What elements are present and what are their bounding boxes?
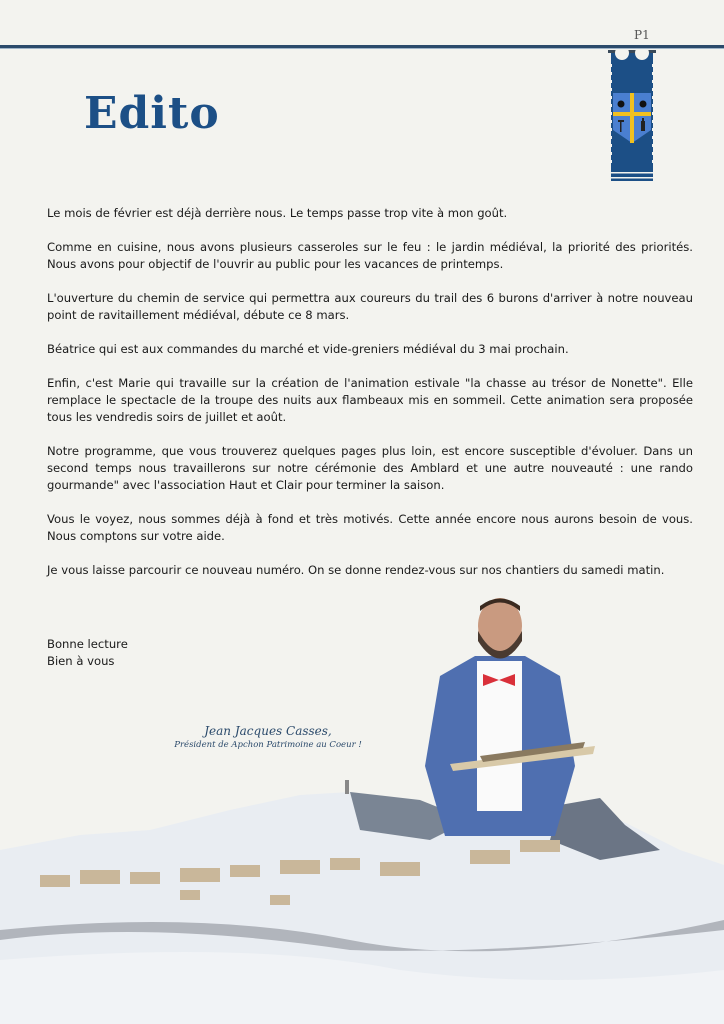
page-number: P1 — [634, 28, 650, 42]
signature-role: Président de Apchon Patrimoine au Coeur ! — [174, 740, 362, 750]
closing — [47, 636, 128, 670]
editorial-body — [47, 205, 693, 596]
closing-line: Bonne lecture — [47, 637, 128, 651]
snowy-village-landscape-image — [0, 780, 724, 1024]
paragraph: Je vous laisse parcourir ce nouveau numéro. On se donne rendez-vous sur nos chantiers du samedi matin. — [47, 563, 665, 577]
paragraph: Le mois de février est déjà derrière nous. Le temps passe trop vite à mon goût. — [47, 206, 508, 220]
paragraph: L'ouverture du chemin de service qui permettra aux coureurs du trail des 6 burons d'arriver à notre nouveau point de ravitaillement médiéval, débute ce 8 mars. — [47, 291, 693, 322]
closing-line: Bien à vous — [47, 654, 115, 668]
paragraph: Comme en cuisine, nous avons plusieurs casseroles sur le feu : le jardin médiéval, la priorité des priorités. Nous avons pour objectif de l'ouvrir au public pour les vacances de printemps. — [47, 240, 693, 271]
signature — [168, 724, 368, 750]
page-title: Edito — [84, 88, 220, 139]
header-rule-highlight — [0, 48, 724, 49]
paragraph: Vous le voyez, nous sommes déjà à fond et très motivés. Cette année encore nous aurons besoin de vous. Nous comptons sur votre aide. — [47, 512, 693, 543]
president-photo — [405, 596, 595, 836]
signature-name: Jean Jacques Casses, — [204, 724, 332, 738]
paragraph: Béatrice qui est aux commandes du marché et vide-greniers médiéval du 3 mai prochain. — [47, 342, 569, 356]
paragraph: Notre programme, que vous trouverez quelques pages plus loin, est encore susceptible d'évoluer. Dans un second temps nous travaillerons sur notre cérémonie des Amblard et une autre nouveauté : une rando gourmande" avec l'association Haut et Clair pour terminer la saison. — [47, 444, 693, 492]
paragraph: Enfin, c'est Marie qui travaille sur la création de l'animation estivale "la chasse au trésor de Nonette". Elle remplace le spectacle de la troupe des nuits aux flambeaux mis en sommeil. Cette animation sera proposée tous les vendredis soirs de juillet et août. — [47, 376, 693, 424]
heraldic-banner-icon — [608, 50, 656, 186]
